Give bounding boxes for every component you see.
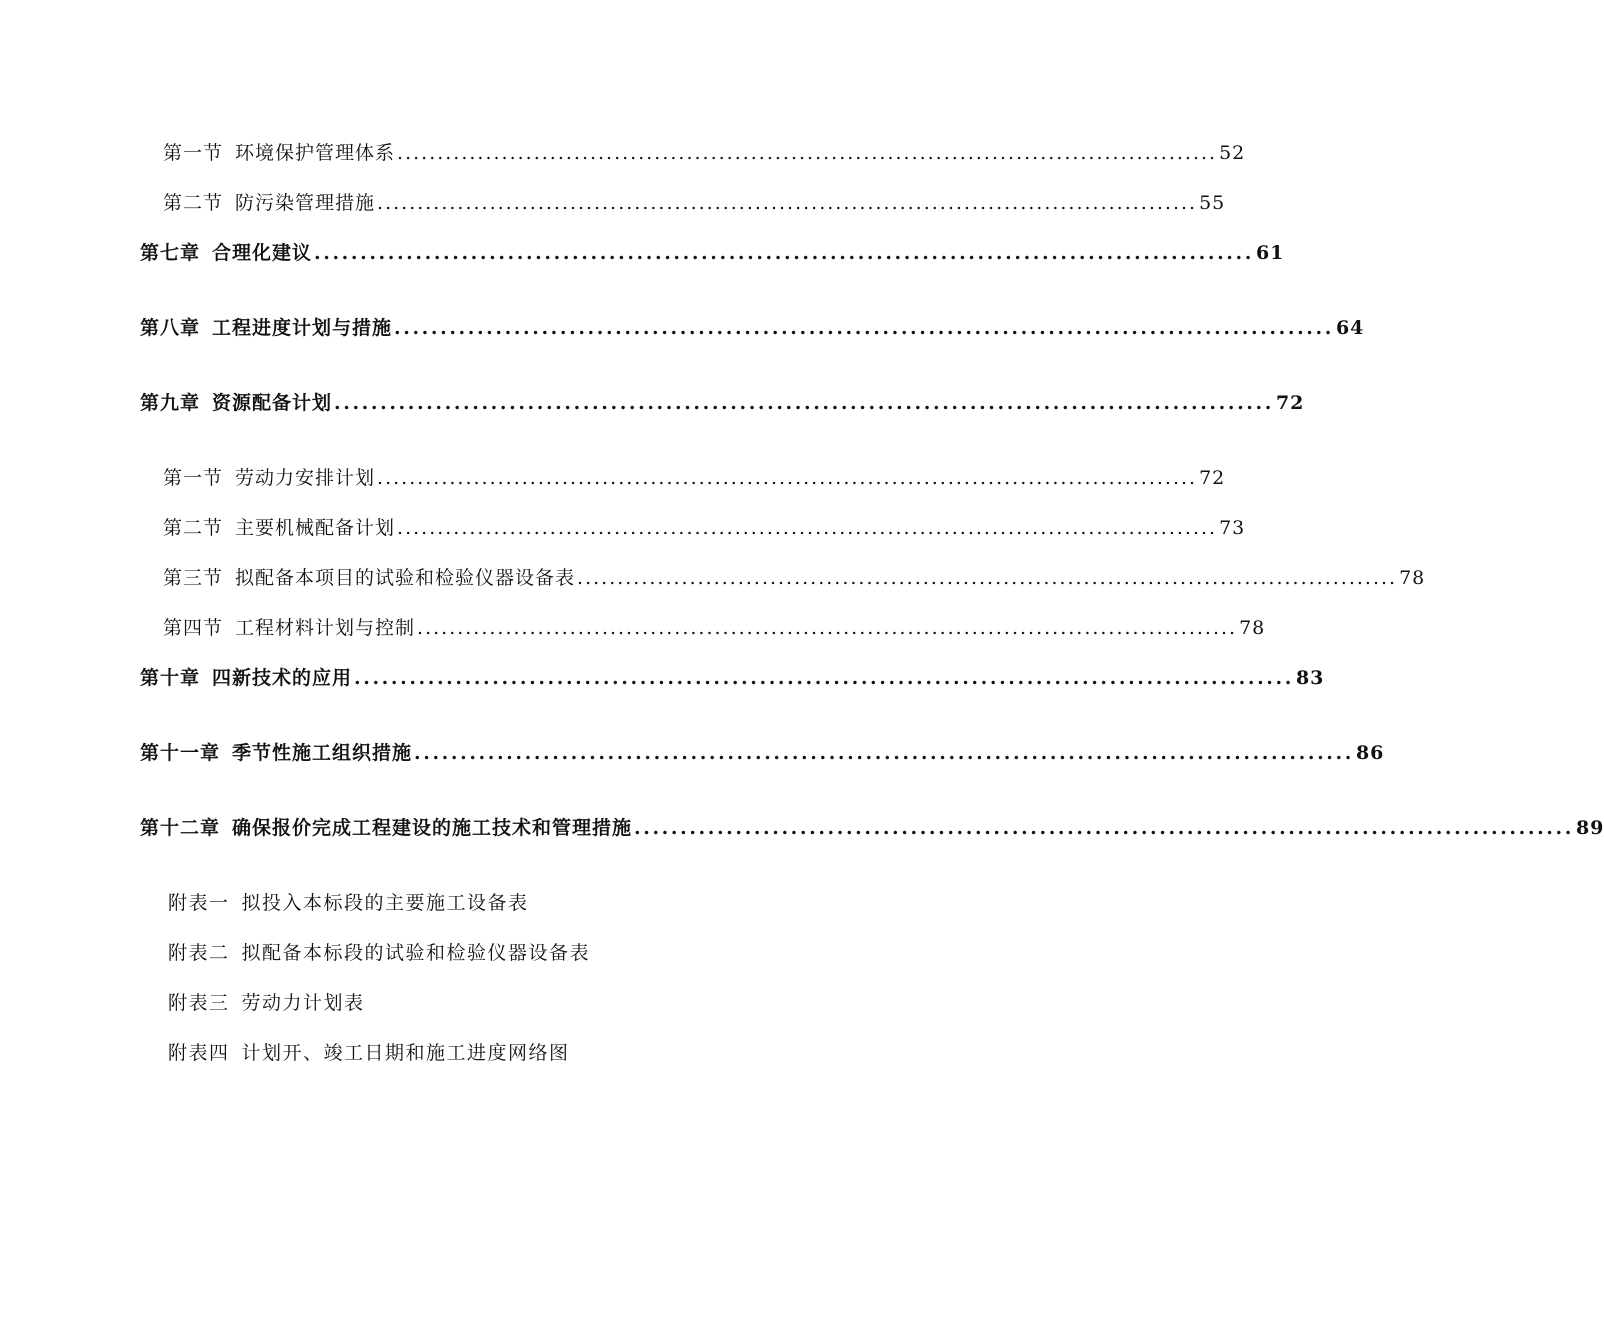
toc-page-number: 73	[1219, 517, 1246, 539]
toc-page-number: 72	[1199, 467, 1226, 489]
toc-entry-title: 第八章 工程进度计划与措施	[140, 317, 393, 339]
toc-entry[interactable]	[163, 563, 1426, 590]
toc-page-number: 72	[1275, 392, 1305, 414]
toc-entry-title: 第七章 合理化建议	[140, 242, 313, 264]
toc-entry[interactable]	[163, 463, 1226, 490]
toc-entry-title: 第二节 主要机械配备计划	[163, 517, 396, 539]
toc-entry[interactable]	[140, 388, 1305, 415]
toc-entry-title: 第十章 四新技术的应用	[140, 667, 353, 689]
appendix-label: 附表三	[168, 992, 230, 1014]
toc-entry[interactable]	[140, 313, 1365, 340]
toc-leader-dots: ......................................................................................................	[394, 317, 1334, 339]
toc-page-number: 89	[1575, 817, 1604, 839]
toc-entry-title: 第一节 劳动力安排计划	[163, 467, 376, 489]
toc-entry[interactable]	[140, 738, 1385, 765]
appendix-title: 计划开、竣工日期和施工进度网络图	[241, 1042, 570, 1064]
appendix-item[interactable]	[168, 988, 365, 1015]
appendix-label: 附表一	[168, 892, 230, 914]
appendix-label: 附表四	[168, 1042, 230, 1064]
toc-page-number: 78	[1239, 617, 1266, 639]
toc-page-number: 83	[1295, 667, 1325, 689]
toc-entry[interactable]	[163, 613, 1266, 640]
toc-entry-title: 第二节 防污染管理措施	[163, 192, 376, 214]
toc-page-number: 52	[1219, 142, 1246, 164]
appendix-item[interactable]	[168, 938, 590, 965]
toc-page-number: 61	[1255, 242, 1285, 264]
toc-entry-title: 第三节 拟配备本项目的试验和检验仪器设备表	[163, 567, 576, 589]
toc-entry[interactable]	[140, 238, 1285, 265]
appendix-title: 劳动力计划表	[241, 992, 365, 1014]
toc-leader-dots: ......................................................................................................	[634, 817, 1574, 839]
toc-entry-title: 第十一章 季节性施工组织措施	[140, 742, 413, 764]
toc-leader-dots: ......................................................................................................	[377, 192, 1198, 214]
appendix-title: 拟配备本标段的试验和检验仪器设备表	[241, 942, 591, 964]
toc-entry[interactable]	[163, 513, 1246, 540]
toc-entry-title: 第四节 工程材料计划与控制	[163, 617, 416, 639]
toc-entry-title: 第九章 资源配备计划	[140, 392, 333, 414]
toc-entry[interactable]	[163, 138, 1246, 165]
toc-leader-dots: ......................................................................................................	[577, 567, 1398, 589]
toc-page-number: 64	[1335, 317, 1365, 339]
toc-entry-title: 第十二章 确保报价完成工程建设的施工技术和管理措施	[140, 817, 633, 839]
toc-entry[interactable]	[140, 663, 1325, 690]
appendix-title: 拟投入本标段的主要施工设备表	[241, 892, 529, 914]
toc-leader-dots: ......................................................................................................	[377, 467, 1198, 489]
toc-leader-dots: ......................................................................................................	[414, 742, 1354, 764]
appendix-label: 附表二	[168, 942, 230, 964]
toc-leader-dots: ......................................................................................................	[397, 517, 1218, 539]
toc-leader-dots: ......................................................................................................	[397, 142, 1218, 164]
toc-leader-dots: ......................................................................................................	[417, 617, 1238, 639]
toc-leader-dots: ......................................................................................................	[354, 667, 1294, 689]
toc-page-number: 86	[1355, 742, 1385, 764]
toc-leader-dots: ......................................................................................................	[334, 392, 1274, 414]
toc-leader-dots: ......................................................................................................	[314, 242, 1254, 264]
toc-entry[interactable]	[140, 813, 1604, 840]
toc-entry-title: 第一节 环境保护管理体系	[163, 142, 396, 164]
appendix-item[interactable]	[168, 888, 529, 915]
toc-entry[interactable]	[163, 188, 1226, 215]
toc-page-number: 55	[1199, 192, 1226, 214]
appendix-item[interactable]	[168, 1038, 570, 1065]
toc-page-number: 78	[1399, 567, 1426, 589]
